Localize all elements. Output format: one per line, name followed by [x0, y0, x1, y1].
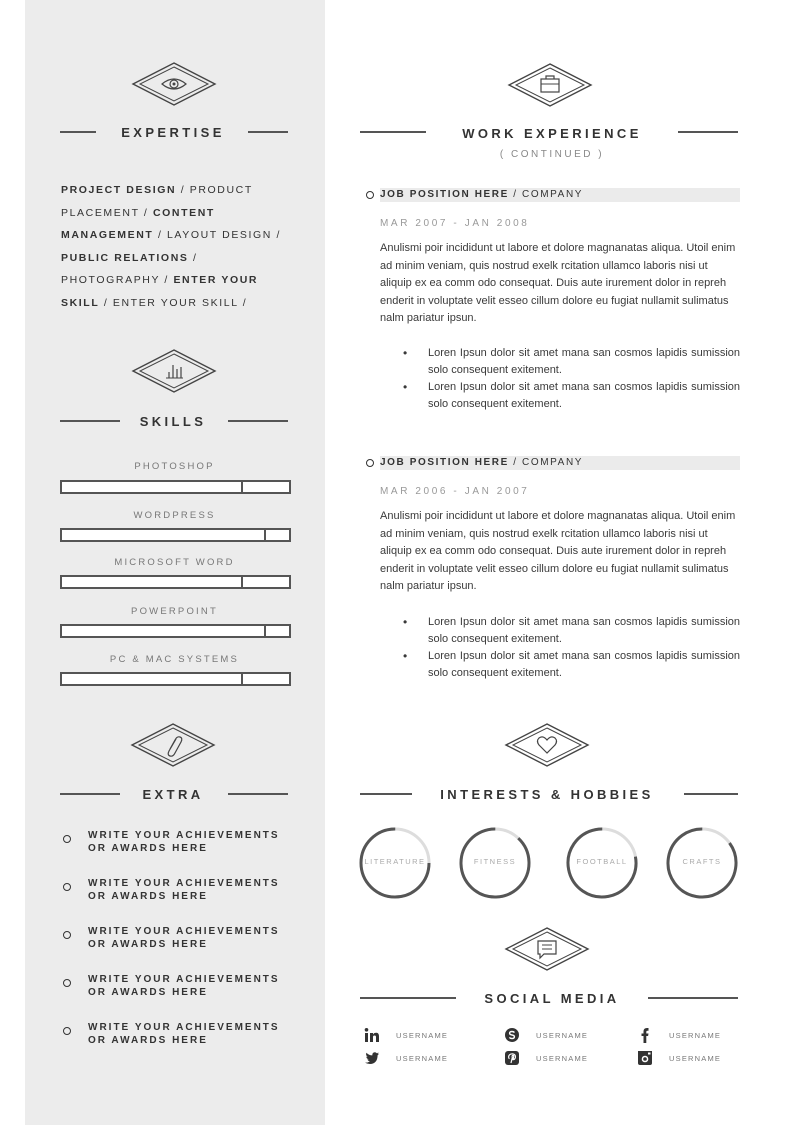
heading-rule-left [360, 997, 456, 999]
skill-label: PC & MAC SYSTEMS [109, 654, 240, 665]
achievement-line: WRITE YOUR ACHIEVEMENTS [88, 974, 280, 985]
linkedin-icon [364, 1027, 380, 1043]
heading-rule-right [648, 997, 738, 999]
social-instagram[interactable] [637, 1050, 757, 1066]
bullet-circle-icon [63, 1027, 71, 1035]
social-username: USERNAME [669, 1054, 722, 1063]
briefcase-icon [507, 62, 593, 108]
heading-rule-left [360, 793, 412, 795]
hobby-ring [665, 826, 739, 900]
job-title-bar [380, 456, 740, 470]
expertise-item: / ENTER YOUR SKILL / [99, 296, 248, 309]
skill-bar [60, 575, 291, 589]
job-bullet: • Loren Ipsun dolor sit amet mana san cosmos lapidis sumission solo consequent exitement. [400, 648, 740, 682]
hobby-ring [458, 826, 532, 900]
hobby-ring [565, 826, 639, 900]
job-bullets [400, 345, 740, 413]
heading-rule-right [228, 793, 288, 795]
bullet-circle-icon [63, 835, 71, 843]
hobby-ring [358, 826, 432, 900]
skill-label: POWERPOINT [131, 606, 218, 617]
job-bullet: • Loren Ipsun dolor sit amet mana san cosmos lapidis sumission solo consequent exitement. [400, 379, 740, 413]
job-position: JOB POSITION HERE [380, 189, 509, 200]
heading-rule-right [248, 131, 288, 133]
expertise-item: ENTER YOUR SKILL [61, 274, 259, 309]
social-media-heading: SOCIAL MEDIA [484, 991, 620, 1006]
bullet-circle-icon [366, 191, 374, 199]
job-bullet: • Loren Ipsun dolor sit amet mana san cosmos lapidis sumission solo consequent exitement. [400, 614, 740, 648]
hobby-label: LITERATURE [364, 857, 426, 866]
expertise-item: / LAYOUT DESIGN / [153, 229, 282, 241]
job-bullets [400, 614, 740, 682]
skill-bar [60, 480, 291, 494]
hobby-label: FITNESS [473, 857, 517, 866]
achievement-line: OR AWARDS HERE [88, 938, 208, 950]
bullet-circle-icon [63, 883, 71, 891]
heading-rule-right [678, 131, 738, 133]
expertise-list [61, 179, 291, 314]
facebook-icon [637, 1027, 653, 1043]
achievement-text [88, 830, 303, 855]
social-username: USERNAME [669, 1031, 722, 1040]
heart-icon [504, 722, 590, 768]
achievement-line: WRITE YOUR ACHIEVEMENTS [88, 1022, 280, 1033]
job-dates: MAR 2006 - JAN 2007 [380, 486, 530, 497]
paperclip-icon [130, 722, 216, 768]
skill-bar-fill [62, 530, 266, 540]
social-skype[interactable] [504, 1027, 624, 1043]
achievement-text [88, 974, 303, 999]
eye-icon [131, 61, 217, 107]
achievement-line: WRITE YOUR ACHIEVEMENTS [88, 830, 280, 841]
social-linkedin[interactable] [364, 1027, 484, 1043]
expertise-heading: EXPERTISE [121, 125, 225, 140]
skill-bar-fill [62, 674, 243, 684]
job-title-bar [380, 188, 740, 202]
expertise-item: / PHOTOGRAPHY / [61, 251, 198, 286]
skill-bar [60, 672, 291, 686]
bullet-circle-icon [366, 459, 374, 467]
achievement-text [88, 1022, 303, 1047]
social-username: USERNAME [396, 1031, 449, 1040]
social-pinterest[interactable] [504, 1050, 624, 1066]
social-username: USERNAME [536, 1054, 589, 1063]
skills-heading: SKILLS [139, 414, 207, 429]
skill-label: WORDPRESS [133, 510, 216, 521]
achievement-line: OR AWARDS HERE [88, 986, 208, 998]
achievement-text [88, 878, 303, 903]
heading-rule-right [684, 793, 738, 795]
job-company: / COMPANY [508, 189, 584, 200]
achievement-line: WRITE YOUR ACHIEVEMENTS [88, 926, 280, 937]
instagram-icon [637, 1050, 653, 1066]
skill-label: PHOTOSHOP [134, 461, 215, 472]
expertise-item: CONTENT MANAGEMENT [61, 206, 215, 241]
heading-rule-left [360, 131, 426, 133]
job-bullet: • Loren Ipsun dolor sit amet mana san cosmos lapidis sumission solo consequent exitement. [400, 345, 740, 379]
achievement-line: WRITE YOUR ACHIEVEMENTS [88, 878, 280, 889]
skill-bar-fill [62, 577, 243, 587]
heading-rule-left [60, 420, 120, 422]
skill-label: MICROSOFT WORD [114, 557, 235, 568]
heading-rule-right [228, 420, 288, 422]
heading-rule-left [60, 131, 96, 133]
bullet-circle-icon [63, 979, 71, 987]
chat-icon [504, 926, 590, 972]
work-experience-heading: WORK EXPERIENCE [462, 126, 642, 141]
achievement-line: OR AWARDS HERE [88, 890, 208, 902]
heading-rule-left [60, 793, 120, 795]
interests-heading: INTERESTS & HOBBIES [440, 787, 654, 802]
skill-bar-fill [62, 626, 266, 636]
achievement-line: OR AWARDS HERE [88, 1034, 208, 1046]
skill-bar [60, 624, 291, 638]
pinterest-icon [504, 1050, 520, 1066]
social-username: USERNAME [536, 1031, 589, 1040]
hobby-label: FOOTBALL [576, 857, 628, 866]
hobby-label: CRAFTS [682, 857, 722, 866]
continued-label: ( CONTINUED ) [499, 149, 605, 160]
job-description: Anulismi poir incididunt ut labore et dolore magnanatas aliqua. Utoil enim ad minim veniam, quis nostrud exelk rcitation ullamco laboris nisi ut aliquip ex ea comm odo consequat. Duis aute irurement dolor in repreh enderit in voluptate velit esseo cillum dolore eu fugiat nullamit sulimatus nalm pariatur ipsun. [380, 510, 736, 592]
job-company: / COMPANY [508, 457, 584, 468]
skill-bar-fill [62, 482, 243, 492]
social-twitter[interactable] [364, 1050, 484, 1066]
job-dates: MAR 2007 - JAN 2008 [380, 218, 530, 229]
achievement-line: OR AWARDS HERE [88, 842, 208, 854]
job-position: JOB POSITION HERE [380, 457, 509, 468]
expertise-item: PROJECT DESIGN [61, 184, 177, 196]
social-facebook[interactable] [637, 1027, 757, 1043]
achievement-text [88, 926, 303, 951]
extra-heading: EXTRA [142, 787, 204, 802]
skype-icon [504, 1027, 520, 1043]
skill-bar [60, 528, 291, 542]
twitter-icon [364, 1050, 380, 1066]
social-username: USERNAME [396, 1054, 449, 1063]
bullet-circle-icon [63, 931, 71, 939]
expertise-item: / PRODUCT PLACEMENT / [61, 184, 253, 219]
bar-chart-icon [131, 348, 217, 394]
job-description: Anulismi poir incididunt ut labore et dolore magnanatas aliqua. Utoil enim ad minim veniam, quis nostrud exelk rcitation ullamco laboris nisi ut aliquip ex ea comm odo consequat. Duis aute irurement dolor in repreh enderit in voluptate velit esseo cillum dolore eu fugiat nullamit sulimatus nalm pariatur ipsun. [380, 242, 736, 324]
expertise-item: PUBLIC RELATIONS [61, 251, 189, 264]
